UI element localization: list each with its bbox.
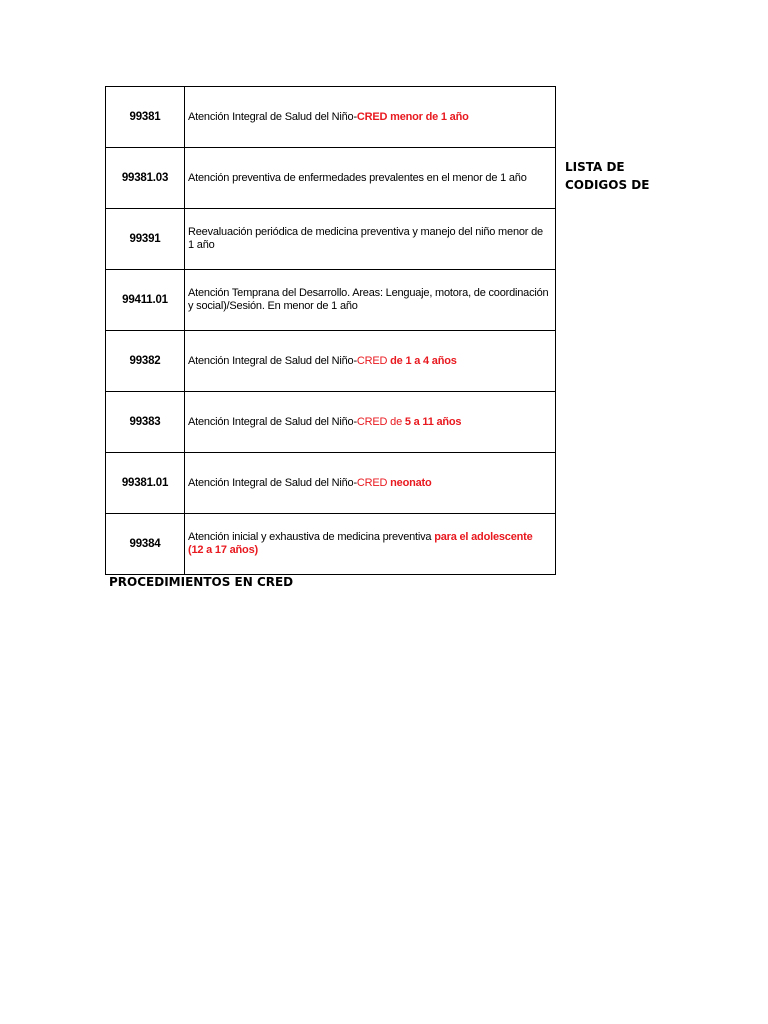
procedure-code: 99381.01 xyxy=(106,453,185,514)
description-highlight: CRED de xyxy=(356,415,405,428)
procedure-description xyxy=(185,87,556,148)
procedure-code: 99411.01 xyxy=(106,270,185,331)
description-text: Atención inicial y exhaustiva de medicina preventiva xyxy=(188,531,435,543)
procedure-description xyxy=(185,453,556,514)
procedure-description xyxy=(185,514,556,575)
procedure-code: 99384 xyxy=(106,514,185,575)
description-highlight-bold: neonato xyxy=(390,476,432,489)
table-row xyxy=(106,270,556,331)
table-row xyxy=(106,392,556,453)
procedure-description xyxy=(185,331,556,392)
procedure-code: 99383 xyxy=(106,392,185,453)
description-highlight-bold: CRED menor de 1 año xyxy=(356,110,469,123)
table-row xyxy=(106,209,556,270)
procedure-code: 99382 xyxy=(106,331,185,392)
procedure-description xyxy=(185,392,556,453)
description-highlight-bold: para el adolescente (12 a 17 años) xyxy=(188,531,533,556)
description-highlight: CRED xyxy=(356,476,391,489)
description-text: Reevaluación periódica de medicina preventiva y manejo del niño menor de 1 año xyxy=(188,226,543,251)
table-row xyxy=(106,87,556,148)
procedure-description xyxy=(185,209,556,270)
description-highlight-bold: 5 a 11 años xyxy=(404,415,462,428)
side-title-line: CODIGOS DE xyxy=(565,178,650,192)
side-title-line: LISTA DE xyxy=(565,160,625,174)
procedure-description xyxy=(185,148,556,209)
description-text: Atención Temprana del Desarrollo. Areas: Lenguaje, motora, de coordinación y social)/Sesión. En menor de 1 año xyxy=(188,287,549,312)
side-title xyxy=(565,158,675,194)
description-text: Atención Integral de Salud del Niño- xyxy=(188,415,357,428)
codes-table xyxy=(105,86,556,575)
description-text: Atención Integral de Salud del Niño- xyxy=(188,354,357,367)
description-text: Atención Integral de Salud del Niño- xyxy=(188,110,357,123)
description-highlight-bold: de 1 a 4 años xyxy=(390,354,457,367)
procedure-code: 99391 xyxy=(106,209,185,270)
table-row xyxy=(106,148,556,209)
description-text: Atención preventiva de enfermedades prevalentes en el menor de 1 año xyxy=(188,171,527,184)
description-highlight: CRED xyxy=(356,354,391,367)
table-row xyxy=(106,331,556,392)
table-row xyxy=(106,453,556,514)
table-row xyxy=(106,514,556,575)
procedure-code: 99381 xyxy=(106,87,185,148)
footer-title: PROCEDIMIENTOS EN CRED xyxy=(109,575,294,589)
procedure-description xyxy=(185,270,556,331)
description-text: Atención Integral de Salud del Niño- xyxy=(188,476,357,489)
procedure-code: 99381.03 xyxy=(106,148,185,209)
